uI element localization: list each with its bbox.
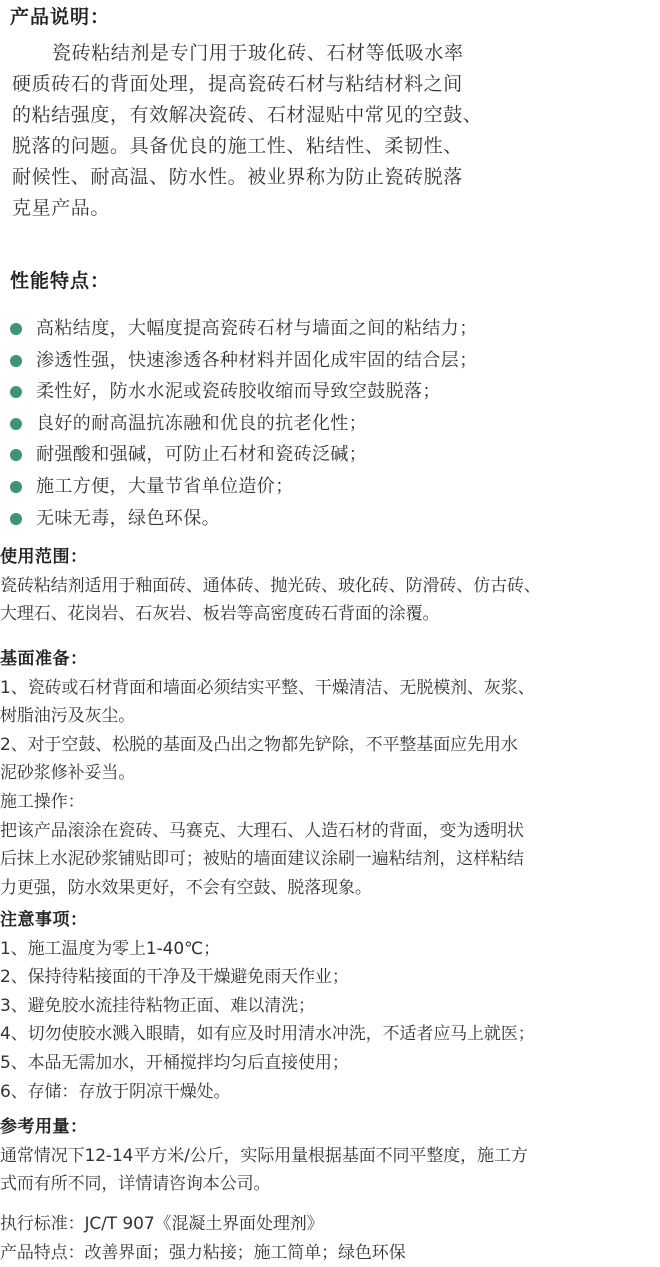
feature-item bbox=[8, 439, 658, 471]
note-line: 5、本品无需加水，开桶搅拌均匀后直接使用； bbox=[0, 1052, 349, 1073]
usage-title: 参考用量： bbox=[0, 1117, 88, 1137]
notes-section bbox=[0, 906, 660, 1106]
operation-line: 把该产品滚涂在瓷砖、马赛克、大理石、人造石材的背面，变为透明状 bbox=[0, 820, 524, 841]
note-line: 4、切勿使胶水溅入眼睛，如有应及时用清水冲洗，不适者应马上就医； bbox=[0, 1024, 535, 1045]
note-line: 3、避免胶水流挂待粘物正面、难以清洗； bbox=[0, 995, 315, 1016]
bullet-dot-icon bbox=[10, 323, 22, 335]
feature-text: 施工方便，大量节省单位造价； bbox=[36, 475, 294, 497]
notes-title: 注意事项： bbox=[0, 910, 88, 930]
note-line: 6、存储：存放于阴凉干燥处。 bbox=[0, 1081, 231, 1102]
scope-section bbox=[0, 543, 660, 629]
feature-text: 无味无毒，绿色环保。 bbox=[36, 507, 220, 529]
feature-item bbox=[8, 345, 658, 377]
bullet-dot-icon bbox=[10, 449, 22, 461]
features-title: 性能特点： bbox=[10, 270, 111, 292]
product-description-body bbox=[12, 38, 652, 224]
bullet-dot-icon bbox=[10, 513, 22, 525]
feature-item bbox=[8, 376, 658, 408]
features-list bbox=[8, 313, 658, 534]
product-description-title: 产品说明： bbox=[10, 6, 111, 28]
footer-section bbox=[0, 1210, 660, 1267]
feature-text: 良好的耐高温抗冻融和优良的抗老化性； bbox=[36, 412, 368, 434]
description-line: 脱落的问题。具备优良的施工性、粘结性、柔韧性、 bbox=[12, 135, 463, 157]
feature-text: 高粘结度，大幅度提高瓷砖石材与墙面之间的粘结力； bbox=[36, 318, 478, 339]
base-prep-section bbox=[0, 645, 660, 902]
feature-item bbox=[8, 408, 658, 440]
traits-line: 产品特点：改善界面；强力粘接；施工简单；绿色环保 bbox=[0, 1242, 406, 1263]
scope-line: 大理石、花岗岩、石灰岩、板岩等高密度砖石背面的涂覆。 bbox=[0, 604, 440, 625]
feature-item bbox=[8, 503, 658, 535]
bullet-dot-icon bbox=[10, 355, 22, 367]
base-prep-line: 1、瓷砖或石材背面和墙面必须结实平整、干燥清洁、无脱模剂、灰浆、 bbox=[0, 677, 535, 698]
feature-text: 耐强酸和强碱，可防止石材和瓷砖泛碱； bbox=[36, 444, 368, 466]
usage-line: 通常情况下12-14平方米/公斤，实际用量根据基面不同平整度，施工方 bbox=[0, 1145, 528, 1166]
base-prep-title: 基面准备： bbox=[0, 649, 88, 669]
description-line: 硬质砖石的背面处理，提高瓷砖石材与粘结材料之间 bbox=[12, 73, 463, 95]
operation-line: 后抹上水泥砂浆铺贴即可；被贴的墙面建议涂刷一遍粘结剂，这样粘结 bbox=[0, 849, 524, 870]
standard-line: 执行标准：JC/T 907《混凝土界面处理剂》 bbox=[0, 1214, 324, 1234]
description-line: 克星产品。 bbox=[12, 197, 111, 219]
note-line: 2、保持待粘接面的干净及干燥避免雨天作业； bbox=[0, 967, 349, 988]
feature-item bbox=[8, 471, 658, 503]
feature-text: 柔性好，防水水泥或瓷砖胶收缩而导致空鼓脱落； bbox=[36, 381, 441, 403]
feature-text: 渗透性强，快速渗透各种材料并固化成牢固的结合层； bbox=[36, 349, 478, 371]
scope-title: 使用范围： bbox=[0, 547, 88, 567]
bullet-dot-icon bbox=[10, 418, 22, 430]
base-prep-line: 树脂油污及灰尘。 bbox=[0, 706, 136, 727]
bullet-dot-icon bbox=[10, 386, 22, 398]
usage-section bbox=[0, 1113, 660, 1199]
base-prep-line: 泥砂浆修补妥当。 bbox=[0, 763, 136, 784]
operation-heading: 施工操作： bbox=[0, 791, 85, 812]
description-line: 的粘结强度，有效解决瓷砖、石材湿贴中常见的空鼓、 bbox=[12, 104, 483, 126]
usage-line: 式而有所不同，详情请咨询本公司。 bbox=[0, 1174, 271, 1195]
base-prep-line: 2、对于空鼓、松脱的基面及凸出之物都先铲除，不平整基面应先用水 bbox=[0, 734, 518, 755]
operation-line: 力更强，防水效果更好，不会有空鼓、脱落现象。 bbox=[0, 877, 372, 898]
feature-item bbox=[8, 313, 658, 345]
note-line: 1、施工温度为零上1-40℃； bbox=[0, 938, 220, 959]
scope-line: 瓷砖粘结剂适用于釉面砖、通体砖、抛光砖、玻化砖、防滑砖、仿古砖、 bbox=[0, 575, 541, 596]
bullet-dot-icon bbox=[10, 481, 22, 493]
description-line: 耐候性、耐高温、防水性。被业界称为防止瓷砖脱落 bbox=[12, 166, 463, 188]
description-line: 瓷砖粘结剂是专门用于玻化砖、石材等低吸水率 bbox=[52, 42, 464, 64]
